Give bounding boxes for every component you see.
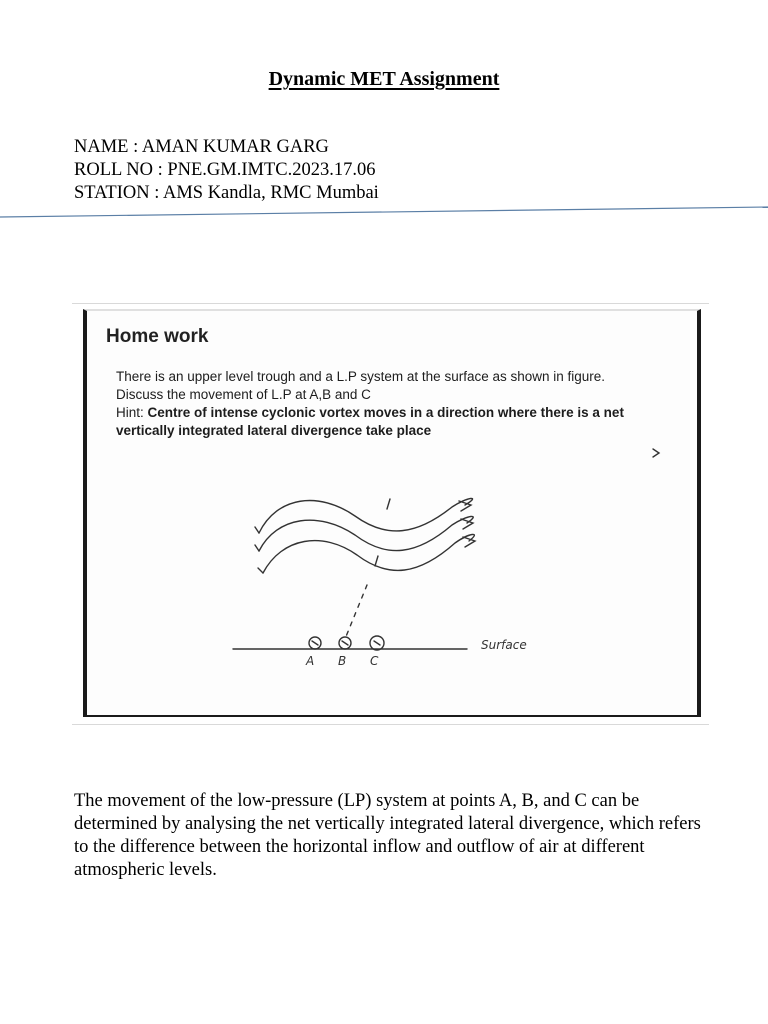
trough-sketch: [87, 311, 697, 715]
slide-line-2: Discuss the movement of L.P at A,B and C: [116, 387, 371, 402]
surface-label: Surface: [481, 638, 527, 652]
document-title: Dynamic MET Assignment: [268, 68, 500, 90]
hint-label: Hint:: [116, 405, 144, 420]
header-divider: [0, 205, 768, 219]
roll-line: ROLL NO : PNE.GM.IMTC.2023.17.06: [74, 160, 376, 180]
trough-line-1: [259, 498, 473, 533]
homework-slide-image: [83, 309, 701, 717]
answer-paragraph: The movement of the low-pressure (LP) system at points A, B, and C can be determined by analysing the net vertically integrated lateral divergence, which refers to the difference between the horizontal inflow and outflow of air at different atmospheric levels.: [74, 791, 701, 880]
slide-title: Home work: [106, 326, 209, 347]
label-b: B: [338, 654, 347, 668]
hint-text: Centre of intense cyclonic vortex moves in a direction where there is a net vertically integrated lateral divergence take place: [116, 405, 624, 438]
student-info: [74, 136, 379, 205]
label-c: C: [370, 654, 379, 668]
trough-line-3: [263, 534, 474, 573]
station-line: STATION : AMS Kandla, RMC Mumbai: [74, 183, 379, 203]
label-a: A: [306, 654, 315, 668]
name-line: NAME : AMAN KUMAR GARG: [74, 137, 329, 157]
slide-line-1: There is an upper level trough and a L.P system at the surface as shown in figure.: [116, 369, 606, 384]
